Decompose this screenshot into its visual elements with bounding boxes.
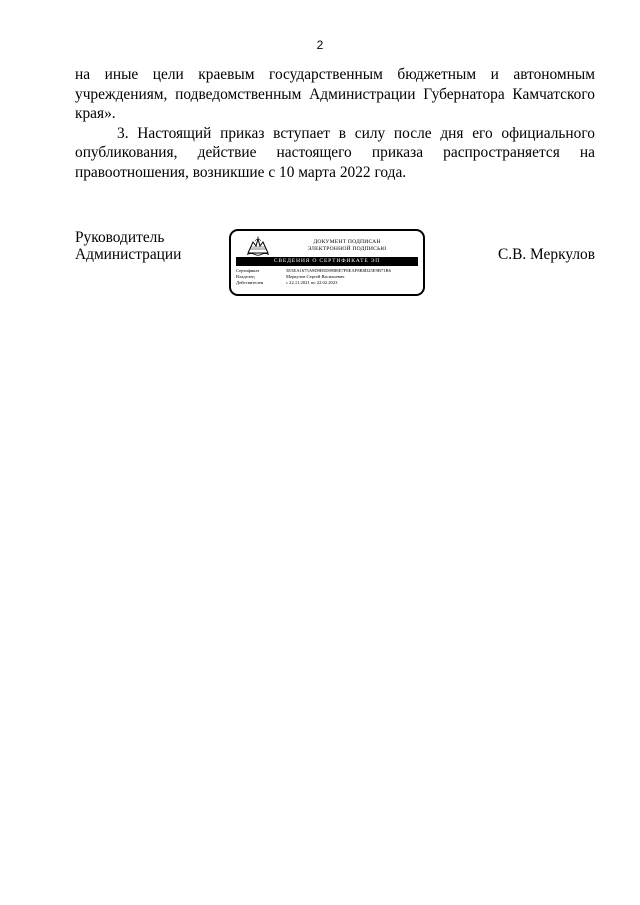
text-line: на иные цели краевым государственным бюджетным и автономным [75, 66, 595, 83]
document-body [75, 65, 595, 182]
stamp-details [236, 268, 422, 286]
stamp-certificate-bar: СВЕДЕНИЯ О СЕРТИФИКАТЕ ЭП [236, 257, 418, 266]
signer-title-line: Руководитель [75, 229, 165, 246]
page-number: 2 [316, 38, 324, 52]
paragraph-2 [75, 124, 595, 183]
text-line: 3. Настоящий приказ вступает в силу после дня его официального [117, 124, 595, 142]
text-line: учреждениям, подведомственным Администрации Губернатора Камчатского [75, 85, 595, 103]
electronic-signature-stamp [229, 229, 425, 296]
stamp-key: Действителен [236, 280, 264, 285]
stamp-key: Владелец [236, 274, 255, 279]
signer-name: С.В. Меркулов [497, 246, 595, 263]
stamp-value: Меркулов Сергей Васильевич [286, 274, 345, 279]
text-line: правоотношения, возникшие с 10 марта 2022 года. [75, 163, 407, 181]
stamp-header-line: ДОКУМЕНТ ПОДПИСАН [313, 239, 381, 245]
paragraph-1 [75, 65, 595, 124]
stamp-value: с 22.11.2021 по 22.02.2023 [286, 280, 338, 285]
stamp-value: 5E3EA1675A9D9B5D09B8E7F8EAF8B8D25E9B71B6 [286, 268, 391, 273]
stamp-row-validity [236, 280, 422, 286]
text-line: края». [75, 105, 116, 122]
kamchatka-coat-of-arms-icon [245, 236, 271, 256]
stamp-header [275, 239, 419, 253]
text-line: опубликования, действие настоящего приказа распространяется на [75, 144, 595, 161]
stamp-key: Сертификат [236, 268, 260, 273]
signer-title [75, 229, 181, 263]
signer-title-line: Администрации [75, 246, 182, 263]
stamp-header-line: ЭЛЕКТРОННОЙ ПОДПИСЬЮ [307, 246, 387, 252]
